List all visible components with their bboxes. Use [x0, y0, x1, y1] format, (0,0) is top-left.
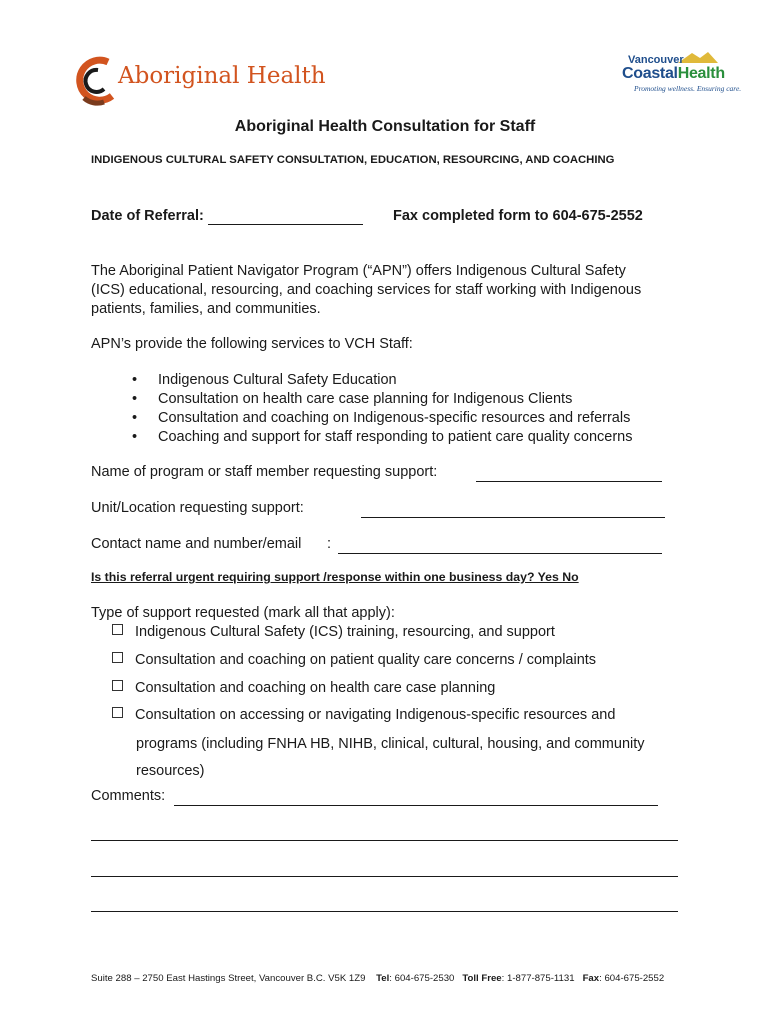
- vch-logo-top: Vancouver: [628, 54, 684, 66]
- contact-label: Contact name and number/email: [91, 536, 302, 552]
- intro-paragraph: [91, 262, 641, 319]
- footer-tollfree-label: Toll Free: [462, 973, 502, 984]
- service-item: • Indigenous Cultural Safety Education: [130, 371, 633, 390]
- service-item: • Consultation and coaching on Indigenous-specific resources and referrals: [130, 409, 633, 428]
- services-list: [130, 371, 633, 447]
- vch-logo-main: CoastalHealth: [622, 65, 725, 82]
- services-intro: APN’s provide the following services to VCH Staff:: [91, 336, 413, 352]
- urgent-question: Is this referral urgent requiring support /response within one business day? Yes No: [91, 570, 579, 584]
- intro-line: patients, families, and communities.: [91, 301, 321, 317]
- support-option-resources-cont: resources): [136, 763, 205, 779]
- footer-tel: : 604-675-2530: [389, 973, 455, 984]
- support-option-ics[interactable]: Indigenous Cultural Safety (ICS) training, resourcing, and support: [112, 624, 555, 640]
- checkbox[interactable]: [112, 624, 123, 635]
- intro-line: (ICS) educational, resourcing, and coaching services for staff working with Indigenous: [91, 282, 642, 298]
- vch-logo: [610, 50, 742, 98]
- comments-label: Comments:: [91, 788, 166, 804]
- aboriginal-health-circle-icon: [74, 56, 118, 106]
- footer-tel-label: Tel: [376, 973, 390, 984]
- referral-date: [91, 208, 363, 225]
- support-option-resources[interactable]: Consultation on accessing or navigating Indigenous-specific resources and: [112, 707, 615, 723]
- aboriginal-health-logo: [74, 56, 326, 106]
- support-type-label: Type of support requested (mark all that apply):: [91, 605, 395, 621]
- vch-logo-tagline: Promoting wellness. Ensuring care.: [634, 84, 742, 93]
- service-item: • Consultation on health care case planning for Indigenous Clients: [130, 390, 633, 409]
- page-subtitle: INDIGENOUS CULTURAL SAFETY CONSULTATION, EDUCATION, RESOURCING, AND COACHING: [91, 154, 615, 166]
- intro-line: The Aboriginal Patient Navigator Program (“APN”) offers Indigenous Cultural Safety: [91, 263, 626, 279]
- referral-date-field[interactable]: [208, 208, 363, 225]
- support-option-resources-cont: programs (including FNHA HB, NIHB, clinical, cultural, housing, and community: [136, 736, 645, 752]
- comments-line[interactable]: [91, 858, 678, 877]
- program-label: Name of program or staff member requesting support:: [91, 464, 438, 480]
- comments-field[interactable]: [174, 787, 658, 806]
- checkbox[interactable]: [112, 680, 123, 691]
- referral-date-label: Date of Referral:: [91, 208, 204, 224]
- unit-label: Unit/Location requesting support:: [91, 500, 304, 516]
- fax-instruction: Fax completed form to 604-675-2552: [393, 208, 643, 224]
- comments-line[interactable]: [91, 893, 678, 912]
- comments-line[interactable]: [91, 822, 678, 841]
- unit-field[interactable]: [361, 499, 665, 518]
- service-item: • Coaching and support for staff responding to patient care quality concerns: [130, 428, 633, 447]
- footer-address: Suite 288 – 2750 East Hastings Street, Vancouver B.C. V5K 1Z9: [91, 973, 366, 984]
- program-field[interactable]: [476, 463, 662, 482]
- checkbox[interactable]: [112, 652, 123, 663]
- footer-fax: : 604-675-2552: [599, 973, 665, 984]
- footer-tollfree: : 1-877-875-1131: [501, 973, 575, 984]
- footer-contact: [91, 973, 664, 984]
- aboriginal-health-logo-text: Aboriginal Health: [118, 63, 326, 89]
- contact-colon: :: [327, 536, 332, 552]
- support-option-quality[interactable]: Consultation and coaching on patient quality care concerns / complaints: [112, 652, 596, 668]
- checkbox[interactable]: [112, 707, 123, 718]
- support-option-case-planning[interactable]: Consultation and coaching on health care case planning: [112, 680, 495, 696]
- footer-fax-label: Fax: [582, 973, 600, 984]
- page-title: Aboriginal Health Consultation for Staff: [234, 118, 536, 135]
- contact-field[interactable]: [338, 535, 662, 554]
